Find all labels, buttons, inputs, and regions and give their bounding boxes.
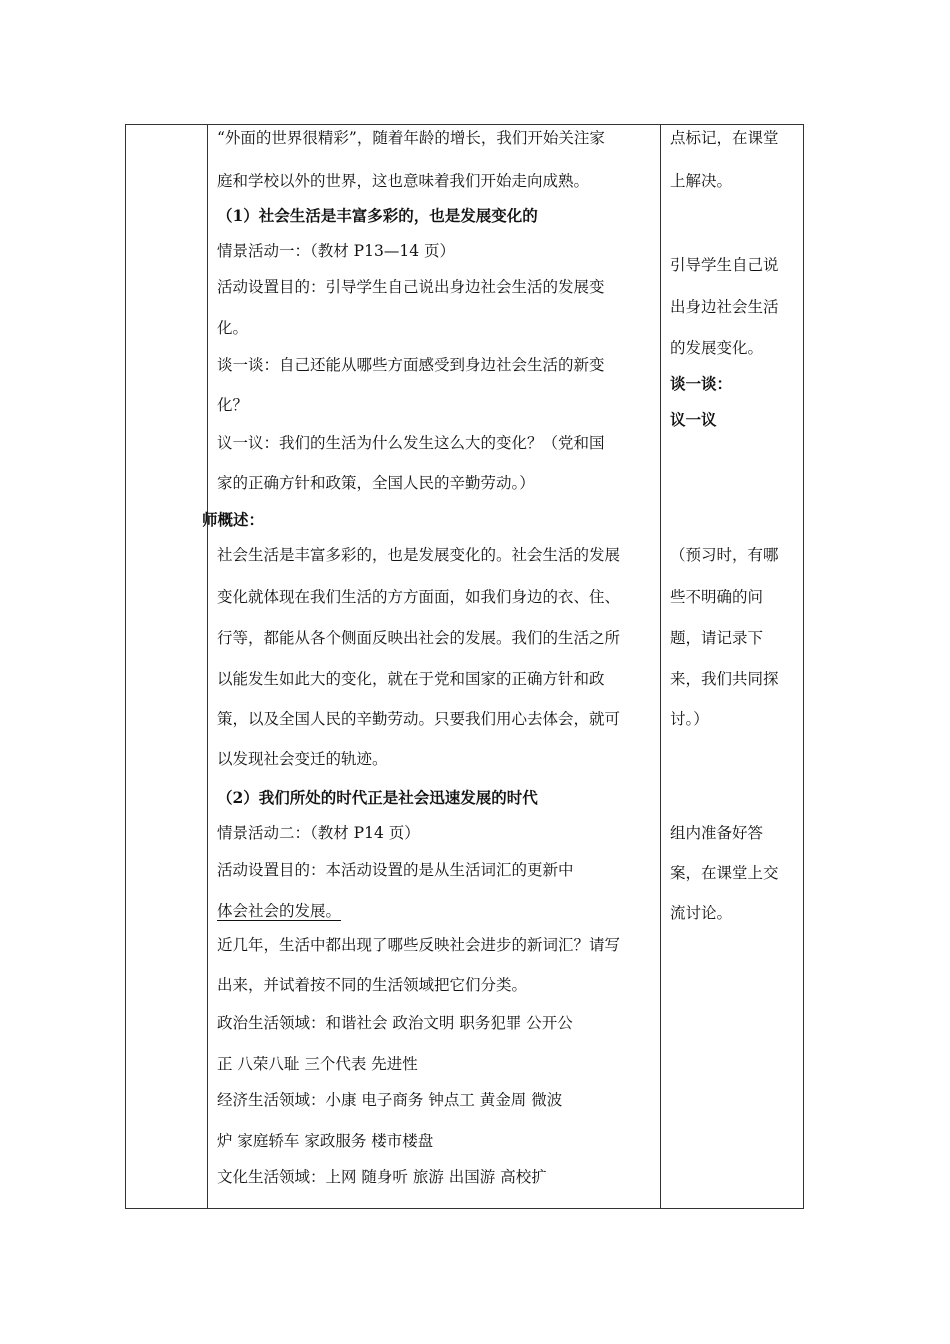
main-line: 社会生活是丰富多彩的，也是发展变化的。社会生活的发展 [217,546,621,564]
section-heading: （1）社会生活是丰富多彩的，也是发展变化的 [217,206,538,225]
side-line: 的发展变化。 [670,339,764,357]
main-line: 行等，都能从各个侧面反映出社会的发展。我们的生活之所 [217,629,621,647]
main-line: 文化生活领域：上网 随身听 旅游 出国游 高校扩 [217,1168,547,1186]
main-line: 近几年，生活中都出现了哪些反映社会进步的新词汇？请写 [217,936,621,954]
main-line: 活动设置目的：本活动设置的是从生活词汇的更新中 [217,861,574,879]
section-heading: （2）我们所处的时代正是社会迅速发展的时代 [217,788,538,807]
main-line: 策，以及全国人民的辛勤劳动。只要我们用心去体会，就可 [217,710,621,728]
main-line: 化。 [217,319,249,337]
side-line: 案，在课堂上交 [670,864,779,882]
side-line: 引导学生自己说 [670,256,779,274]
side-label: 议一议 [670,410,717,429]
main-line: 经济生活领域：小康 电子商务 钟点工 黄金周 微波 [217,1091,563,1109]
teacher-summary-label: 师概述： [202,510,265,529]
main-line: 以发现社会变迁的轨迹。 [217,750,388,768]
main-line: “外面的世界很精彩”，随着年龄的增长，我们开始关注家 [217,129,605,147]
side-line: 讨。） [670,710,709,728]
main-line: 活动设置目的：引导学生自己说出身边社会生活的发展变 [217,278,605,296]
side-line: 题，请记录下 [670,629,764,647]
side-line: 上解决。 [670,172,733,190]
main-line: 庭和学校以外的世界，这也意味着我们开始走向成熟。 [217,172,590,190]
main-line: 谈一谈：自己还能从哪些方面感受到身边社会生活的新变 [217,356,605,374]
side-line: 出身边社会生活 [670,298,779,316]
main-line: 炉 家庭轿车 家政服务 楼市楼盘 [217,1132,434,1150]
main-line: 化？ [217,396,249,414]
activity-title: 情景活动二：（教材 P14 页） [217,824,420,842]
side-line: 组内准备好答 [670,824,764,842]
side-line: 点标记，在课堂 [670,129,779,147]
main-line: 政治生活领域：和谐社会 政治文明 职务犯罪 公开公 [217,1014,573,1032]
column-divider-right [660,124,661,1209]
side-line: 流讨论。 [670,904,733,922]
activity-title: 情景活动一：（教材 P13—14 页） [217,242,455,260]
side-line: （预习时，有哪 [670,546,779,564]
main-line: 议一议：我们的生活为什么发生这么大的变化？（党和国 [217,434,605,452]
main-line: 以能发生如此大的变化，就在于党和国家的正确方针和政 [217,670,605,688]
main-line: 正 八荣八耻 三个代表 先进性 [217,1055,418,1073]
main-line: 家的正确方针和政策，全国人民的辛勤劳动。） [217,474,535,492]
main-line: 体会社会的发展。 [217,902,342,920]
column-divider-left [207,124,208,1209]
main-line: 变化就体现在我们生活的方方面面，如我们身边的衣、住、 [217,588,621,606]
side-label: 谈一谈： [670,374,733,393]
side-line: 来，我们共同探 [670,670,779,688]
main-line: 出来，并试着按不同的生活领域把它们分类。 [217,976,528,994]
side-line: 些不明确的问 [670,588,764,606]
